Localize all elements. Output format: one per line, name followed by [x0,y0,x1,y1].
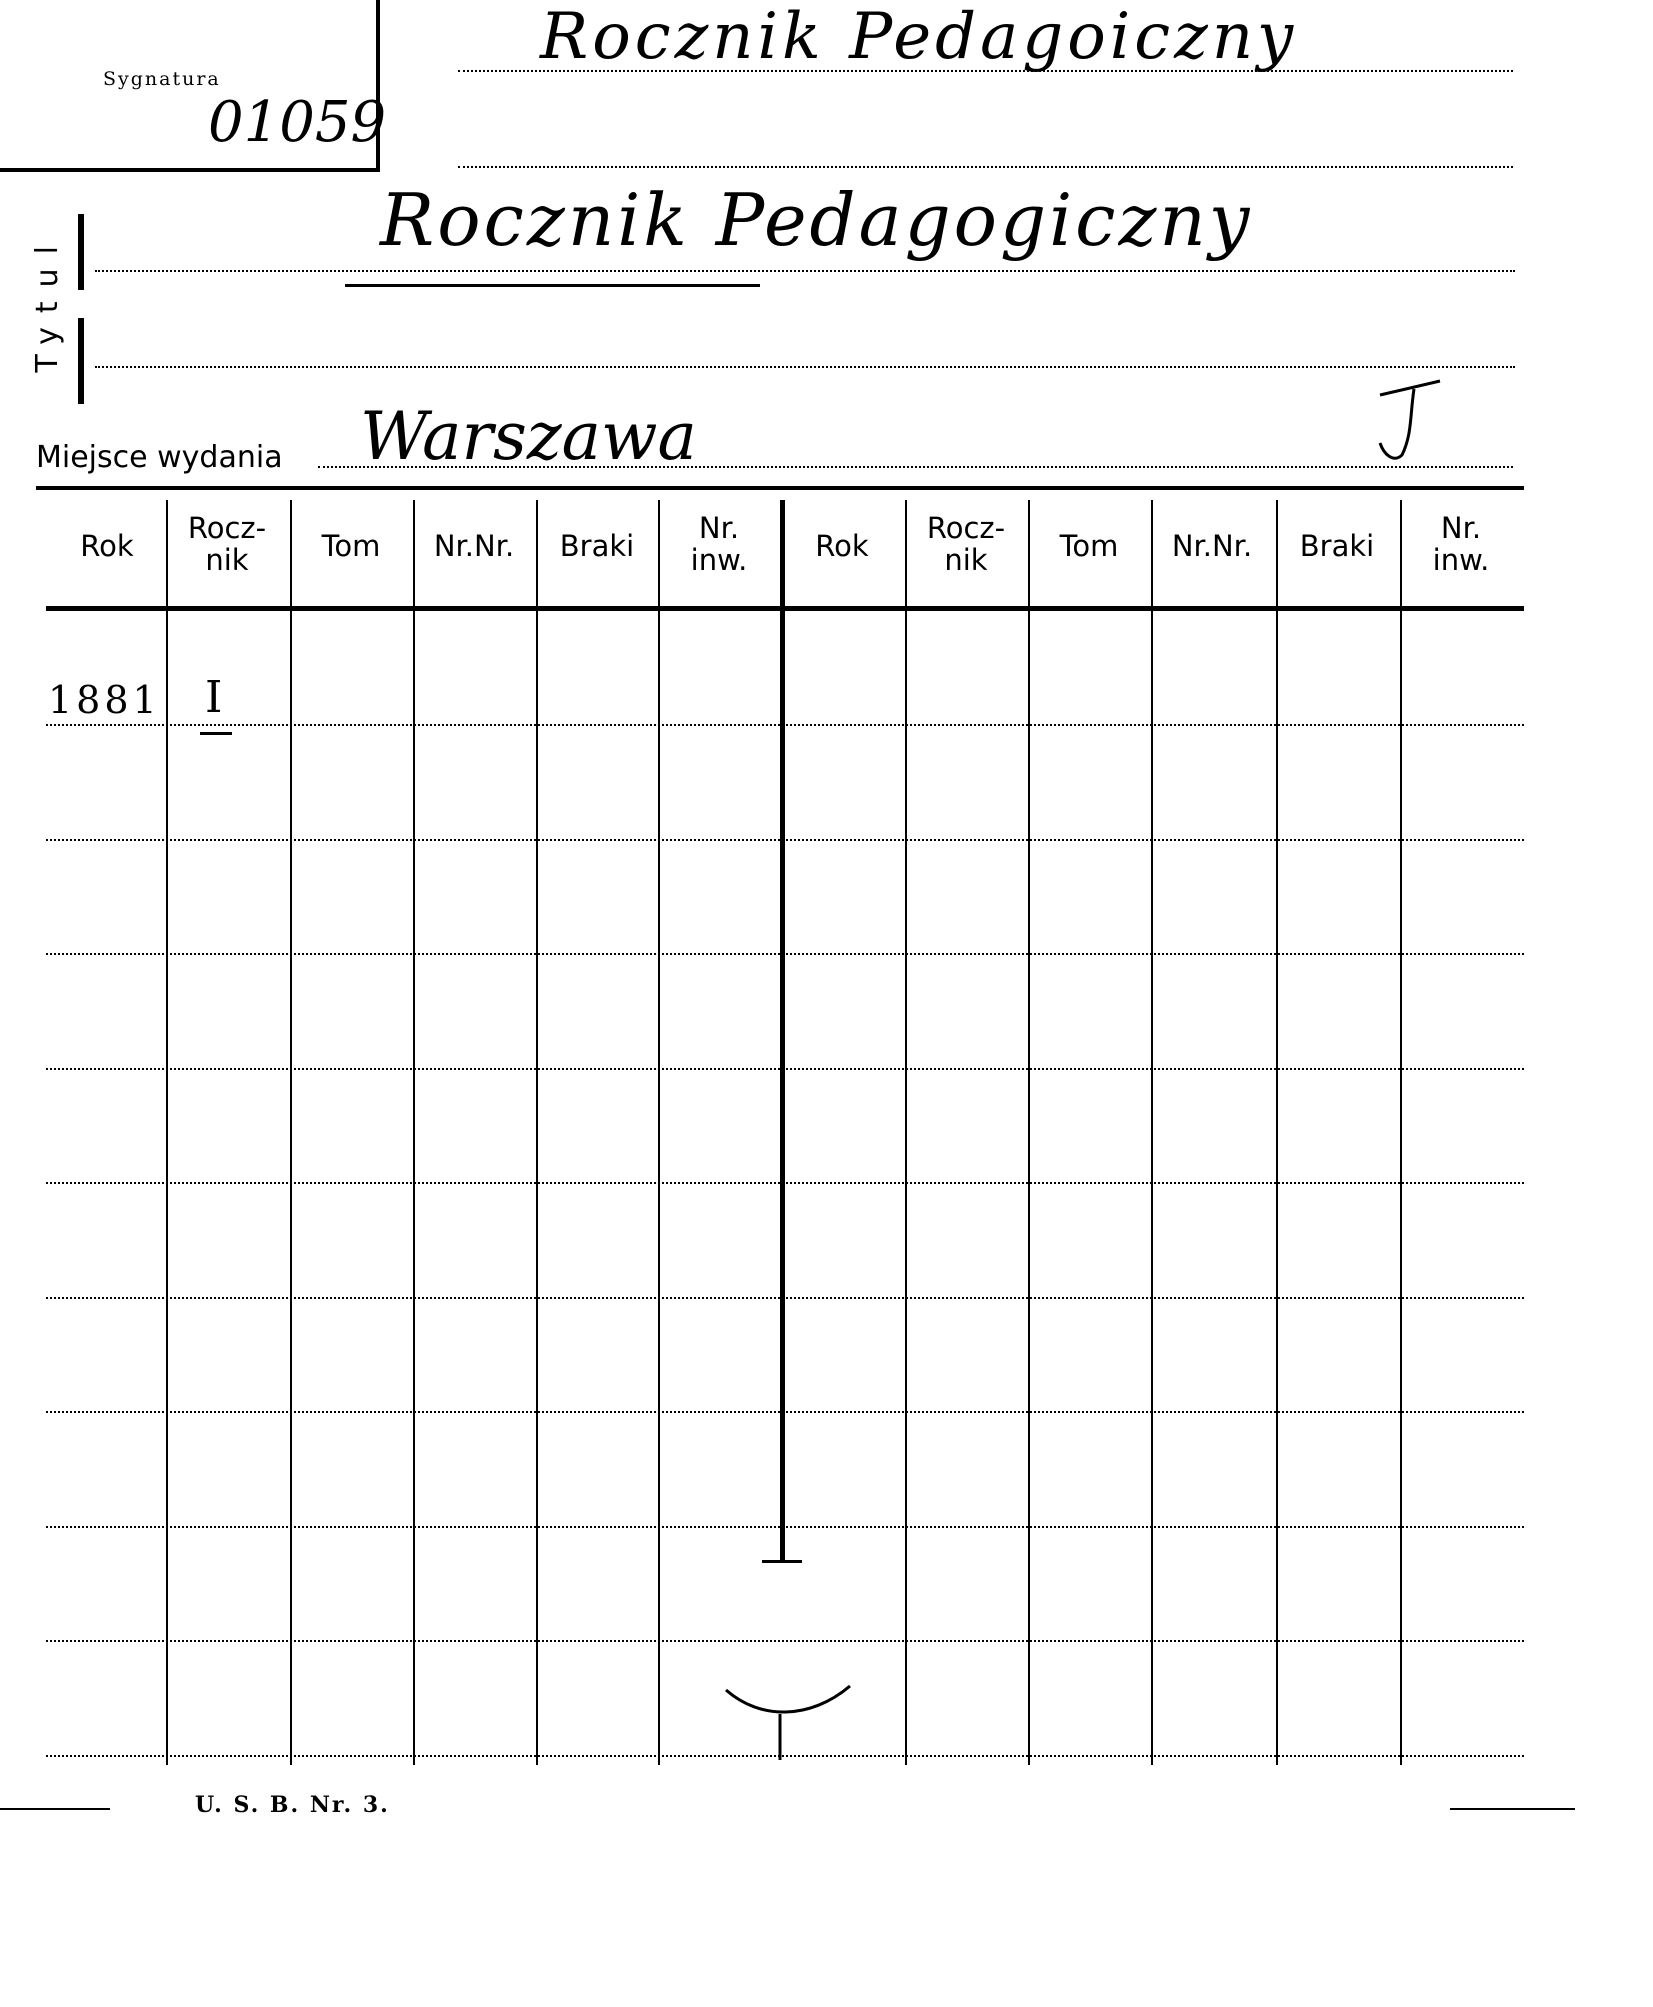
row-line [46,1640,1524,1642]
column-divider [290,500,292,1765]
column-header: Braki [559,529,635,563]
title-value: Rocznik Pedagogiczny [380,178,1253,262]
title-bracket-top [78,214,84,290]
row-line [46,953,1524,955]
place-label: Miejsce wydania [36,440,283,475]
signature-label: Sygnatura [103,68,221,90]
title-dotline-2 [95,366,1515,368]
title-bracket-bottom [78,318,84,404]
column-divider [905,500,907,1765]
hole-mark [720,1670,860,1760]
column-divider [166,500,168,1765]
place-mark [1370,375,1450,465]
column-divider [658,500,660,1765]
header-title: Rocznik Pedagoiczny [540,0,1298,74]
row-line [46,1182,1524,1184]
row-line [46,1297,1524,1299]
table-top-rule [36,486,1524,490]
title-underline [345,284,760,287]
column-header: Nr.Nr. [1171,529,1253,563]
column-header: Rok [80,529,134,563]
center-divider-foot [762,1560,802,1563]
column-header: Rocz- nik [187,511,267,577]
column-divider [413,500,415,1765]
row-1-rok: 1881 [48,678,161,722]
row-1-rocznik: I [205,672,223,723]
column-divider [536,500,538,1765]
column-divider [1028,500,1030,1765]
footer-left-rule [0,1808,110,1810]
signature-box [0,0,387,172]
title-dotline-1 [95,270,1515,272]
header-dotline-1 [458,70,1513,72]
row-line [46,1755,1524,1757]
row-line [46,1068,1524,1070]
column-header: Nr. inw. [690,511,748,577]
column-header: Rok [815,529,869,563]
column-header: Braki [1299,529,1375,563]
signature-value: 01059 [208,90,387,155]
row-line [46,839,1524,841]
column-header: Nr.Nr. [433,529,515,563]
column-divider [1400,500,1402,1765]
row-line [46,724,1524,726]
place-value: Warszawa [360,398,697,475]
row-line [46,1411,1524,1413]
title-label: Tytul [30,232,65,373]
column-header: Rocz- nik [926,511,1006,577]
footer-label: U. S. B. Nr. 3. [195,1792,390,1818]
column-header: Tom [321,529,381,563]
header-dotline-2 [458,166,1513,168]
column-header: Nr. inw. [1432,511,1490,577]
center-divider [780,500,785,1560]
column-divider [1151,500,1153,1765]
column-divider [1276,500,1278,1765]
table-header-rule [46,606,1524,611]
footer-right-rule [1450,1808,1575,1810]
row-line [46,1526,1524,1528]
row-1-rocznik-underline [200,732,232,735]
column-header: Tom [1059,529,1119,563]
